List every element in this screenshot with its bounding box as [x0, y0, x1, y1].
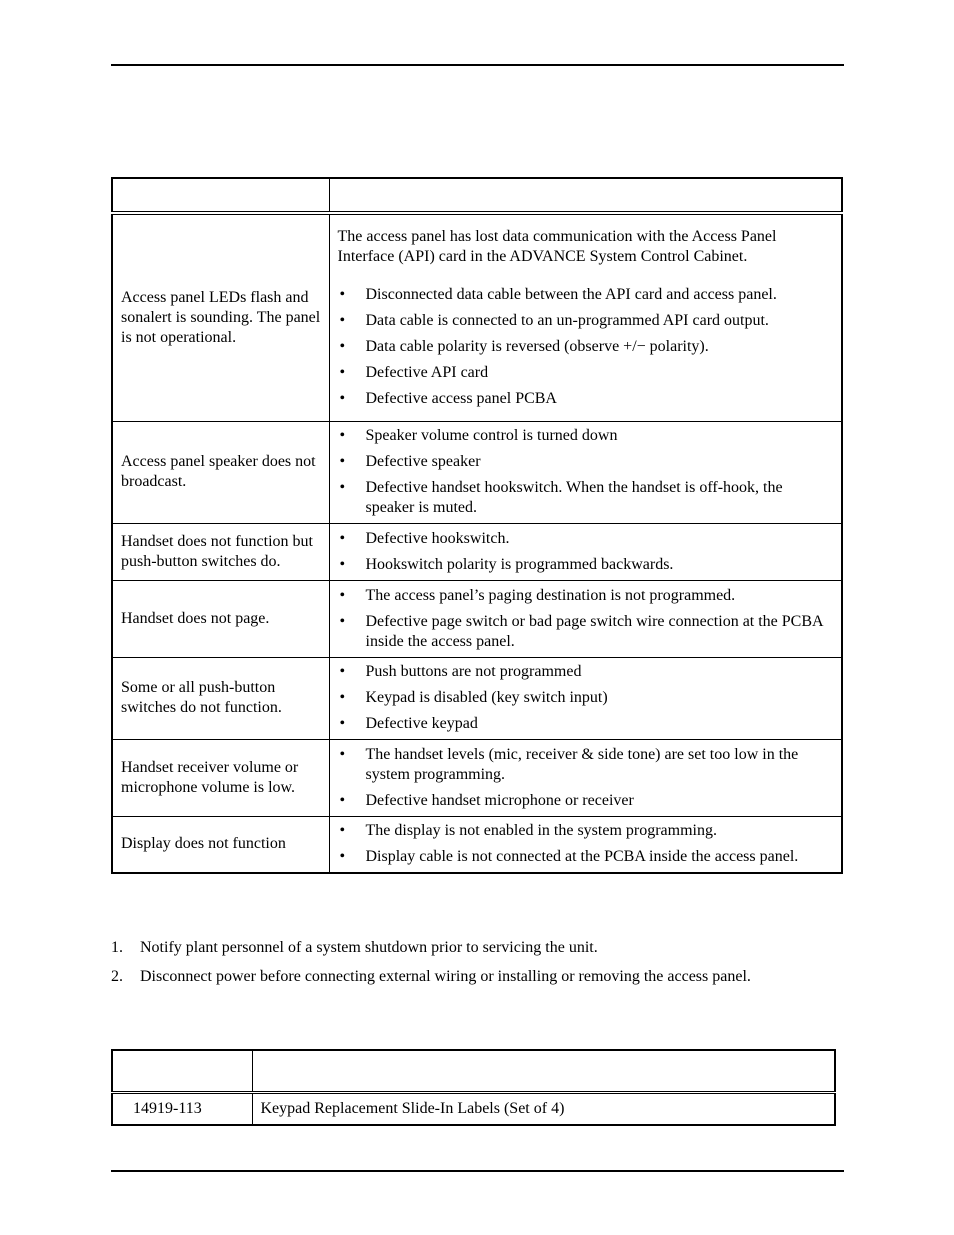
cause-list	[338, 745, 834, 811]
problem-cell: Handset does not page.	[112, 580, 329, 657]
cause-item: • Defective API card	[338, 363, 834, 383]
table-row	[112, 657, 842, 739]
cause-item: • Data cable polarity is reversed (observe +/− polarity).	[338, 337, 834, 357]
cause-item: • Defective keypad	[338, 714, 834, 734]
problem-cell: Handset does not function but push-button switches do.	[112, 523, 329, 580]
cause-item: • Defective handset microphone or receiver	[338, 791, 834, 811]
problem-cell: Access panel LEDs flash and sonalert is sounding. The panel is not operational.	[112, 213, 329, 421]
problem-cell: Handset receiver volume or microphone volume is low.	[112, 739, 329, 816]
troubleshooting-table	[111, 177, 843, 874]
cause-item: • The display is not enabled in the system programming.	[338, 821, 834, 841]
cause-item: • Defective access panel PCBA	[338, 389, 834, 409]
cause-list	[338, 426, 834, 518]
problem-header	[112, 178, 329, 213]
cause-cell	[329, 657, 842, 739]
step-text: Disconnect power before connecting external wiring or installing or removing the access panel.	[140, 968, 751, 985]
table-row	[112, 580, 842, 657]
cause-item: • Hookswitch polarity is programmed backwards.	[338, 555, 834, 575]
cause-cell	[329, 523, 842, 580]
problem-cell: Display does not function	[112, 816, 329, 873]
cause-item: • The handset levels (mic, receiver & side tone) are set too low in the system programming.	[338, 745, 834, 785]
part-number-cell: 14919-113	[112, 1093, 252, 1125]
cause-item: • Keypad is disabled (key switch input)	[338, 688, 834, 708]
header-rule	[111, 64, 844, 66]
safety-steps-list	[111, 938, 851, 996]
cause-header	[329, 178, 842, 213]
step-number: 1.	[111, 939, 123, 956]
table-row	[112, 1093, 835, 1125]
cause-list	[338, 586, 834, 652]
table-header-row	[112, 1050, 835, 1093]
problem-cell: Some or all push-button switches do not function.	[112, 657, 329, 739]
cause-item: • Speaker volume control is turned down	[338, 426, 834, 446]
table-row	[112, 816, 842, 873]
step-item	[111, 967, 851, 987]
table-row	[112, 739, 842, 816]
cause-item: • Data cable is connected to an un-programmed API card output.	[338, 311, 834, 331]
problem-cell: Access panel speaker does not broadcast.	[112, 421, 329, 523]
footer-rule	[111, 1170, 844, 1172]
description-cell: Keypad Replacement Slide-In Labels (Set of 4)	[252, 1093, 835, 1125]
cause-item: • The access panel’s paging destination is not programmed.	[338, 586, 834, 606]
step-item	[111, 938, 851, 958]
cause-item: • Defective hookswitch.	[338, 529, 834, 549]
cause-cell	[329, 213, 842, 421]
cause-cell	[329, 816, 842, 873]
description-header	[252, 1050, 835, 1093]
cause-cell	[329, 739, 842, 816]
cause-intro: The access panel has lost data communication with the Access Panel Interface (API) card in the ADVANCE System Control Cabinet.	[337, 227, 777, 265]
cause-item: • Push buttons are not programmed	[338, 662, 834, 682]
cause-list	[338, 529, 834, 575]
cause-list	[338, 285, 834, 409]
step-text: Notify plant personnel of a system shutdown prior to servicing the unit.	[140, 939, 598, 956]
part-number-header	[112, 1050, 252, 1093]
cause-item: • Defective handset hookswitch. When the handset is off-hook, the speaker is muted.	[338, 478, 834, 518]
cause-item: • Defective page switch or bad page switch wire connection at the PCBA inside the access panel.	[338, 612, 834, 652]
cause-item: • Disconnected data cable between the API card and access panel.	[338, 285, 834, 305]
table-row	[112, 421, 842, 523]
step-number: 2.	[111, 968, 123, 985]
cause-cell	[329, 580, 842, 657]
parts-table	[111, 1049, 836, 1126]
table-header-row	[112, 178, 842, 213]
cause-item: • Display cable is not connected at the PCBA inside the access panel.	[338, 847, 834, 867]
table-row	[112, 213, 842, 421]
cause-cell	[329, 421, 842, 523]
cause-item: • Defective speaker	[338, 452, 834, 472]
table-row	[112, 523, 842, 580]
cause-list	[338, 821, 834, 867]
cause-list	[338, 662, 834, 734]
